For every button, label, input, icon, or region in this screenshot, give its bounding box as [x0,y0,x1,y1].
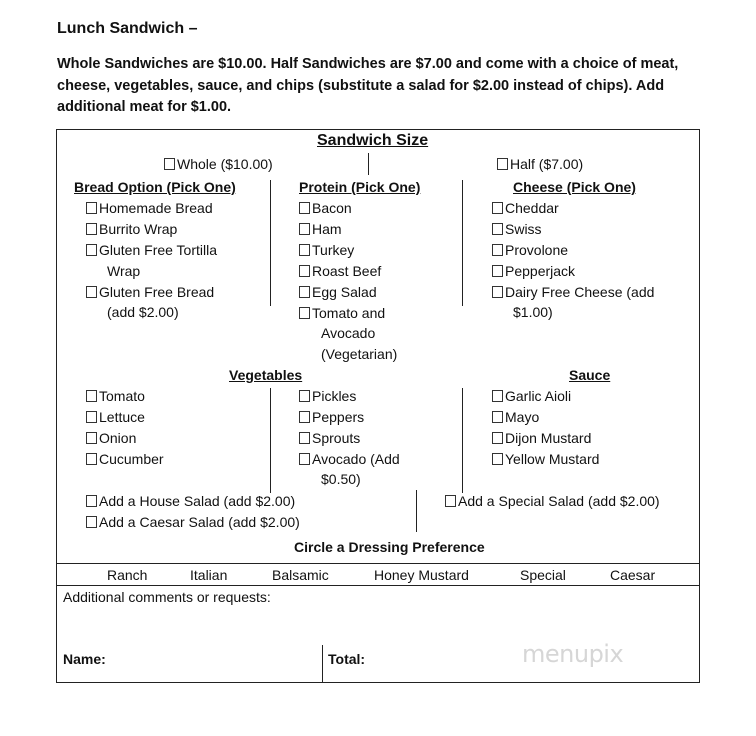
checkbox-icon[interactable] [299,223,310,235]
option-protein[interactable]: Turkey [299,242,354,259]
divider [56,563,700,564]
total-label: Total: [328,651,366,667]
divider [56,585,700,586]
checkbox-icon[interactable] [299,286,310,298]
checkbox-icon[interactable] [299,244,310,256]
divider [270,388,271,493]
divider [270,180,271,306]
option-protein[interactable]: Ham [299,221,342,238]
option-cheese-cont: $1.00) [513,304,553,320]
checkbox-icon[interactable] [299,453,310,465]
option-cheese[interactable]: Dairy Free Cheese (add [492,284,654,301]
option-vegetable[interactable]: Tomato [86,388,145,405]
checkbox-icon[interactable] [492,390,503,402]
comments-label: Additional comments or requests: [63,589,271,605]
section-heading-bread: Bread Option (Pick One) [74,179,236,195]
option-cheese[interactable]: Pepperjack [492,263,575,280]
option-protein[interactable]: Roast Beef [299,263,381,280]
option-bread[interactable]: Gluten Free Bread [86,284,214,301]
option-half[interactable]: Half ($7.00) [497,156,583,173]
option-vegetable[interactable]: Sprouts [299,430,360,447]
option-cheese[interactable]: Swiss [492,221,542,238]
option-sauce[interactable]: Mayo [492,409,539,426]
checkbox-icon[interactable] [86,432,97,444]
checkbox-icon[interactable] [492,265,503,277]
intro-text: Whole Sandwiches are $10.00. Half Sandwiches are $7.00 and come with a choice of meat, cheese, vegetables, sauce, and chips (substitute a salad for $2.00 instead of chips). Add additional meat for $1.00. [57,56,679,115]
option-bread[interactable]: Homemade Bread [86,200,213,217]
option-sauce[interactable]: Dijon Mustard [492,430,591,447]
checkbox-icon[interactable] [492,223,503,235]
checkbox-icon[interactable] [299,265,310,277]
option-vegetable-cont: $0.50) [321,471,361,487]
checkbox-icon[interactable] [492,432,503,444]
section-heading-size: Sandwich Size [317,132,429,149]
checkbox-icon[interactable] [299,390,310,402]
checkbox-icon[interactable] [497,158,508,170]
checkbox-icon[interactable] [299,202,310,214]
divider [462,180,463,306]
option-protein[interactable]: Egg Salad [299,284,377,301]
checkbox-icon[interactable] [299,432,310,444]
option-bread-cont: Wrap [107,263,141,279]
checkbox-icon[interactable] [492,286,503,298]
option-protein[interactable]: Tomato and [299,305,385,322]
option-bread-cont: (add $2.00) [107,304,179,320]
page-title: Lunch Sandwich – [57,20,198,37]
checkbox-icon[interactable] [445,495,456,507]
dressing-option[interactable]: Italian [190,567,228,583]
option-protein[interactable]: Bacon [299,200,352,217]
dressing-option[interactable]: Special [520,567,566,583]
section-heading-vegetables: Vegetables [229,367,303,383]
name-label: Name: [63,651,106,667]
option-cheese[interactable]: Provolone [492,242,568,259]
watermark-logo: menupix [522,640,624,668]
option-bread[interactable]: Gluten Free Tortilla [86,242,217,259]
section-heading-cheese: Cheese (Pick One) [513,179,636,195]
checkbox-icon[interactable] [86,286,97,298]
checkbox-icon[interactable] [86,453,97,465]
divider [368,153,369,175]
checkbox-icon[interactable] [299,307,310,319]
divider [322,645,323,683]
dressing-heading: Circle a Dressing Preference [294,539,485,555]
option-vegetable[interactable]: Peppers [299,409,364,426]
checkbox-icon[interactable] [86,390,97,402]
option-cheese[interactable]: Cheddar [492,200,559,217]
checkbox-icon[interactable] [299,411,310,423]
checkbox-icon[interactable] [86,202,97,214]
checkbox-icon[interactable] [86,516,97,528]
option-house-salad[interactable]: Add a House Salad (add $2.00) [86,493,295,510]
divider [416,490,417,532]
option-vegetable[interactable]: Pickles [299,388,356,405]
section-heading-protein: Protein (Pick One) [299,179,421,195]
option-sauce[interactable]: Yellow Mustard [492,451,599,468]
option-protein-cont: (Vegetarian) [321,346,398,362]
option-vegetable[interactable]: Onion [86,430,136,447]
checkbox-icon[interactable] [492,202,503,214]
dressing-option[interactable]: Ranch [107,567,148,583]
option-bread[interactable]: Burrito Wrap [86,221,177,238]
dressing-option[interactable]: Honey Mustard [374,567,469,583]
checkbox-icon[interactable] [86,495,97,507]
option-vegetable[interactable]: Cucumber [86,451,164,468]
option-vegetable[interactable]: Avocado (Add [299,451,400,468]
option-vegetable[interactable]: Lettuce [86,409,145,426]
dressing-option[interactable]: Balsamic [272,567,329,583]
dressing-option[interactable]: Caesar [610,567,656,583]
divider [462,388,463,493]
option-whole[interactable]: Whole ($10.00) [164,156,273,173]
option-special-salad[interactable]: Add a Special Salad (add $2.00) [445,493,660,510]
checkbox-icon[interactable] [492,244,503,256]
section-heading-sauce: Sauce [569,367,611,383]
option-sauce[interactable]: Garlic Aioli [492,388,571,405]
option-caesar-salad[interactable]: Add a Caesar Salad (add $2.00) [86,514,300,531]
checkbox-icon[interactable] [86,411,97,423]
checkbox-icon[interactable] [86,223,97,235]
checkbox-icon[interactable] [164,158,175,170]
checkbox-icon[interactable] [492,453,503,465]
checkbox-icon[interactable] [86,244,97,256]
checkbox-icon[interactable] [492,411,503,423]
option-protein-cont: Avocado [321,325,376,341]
